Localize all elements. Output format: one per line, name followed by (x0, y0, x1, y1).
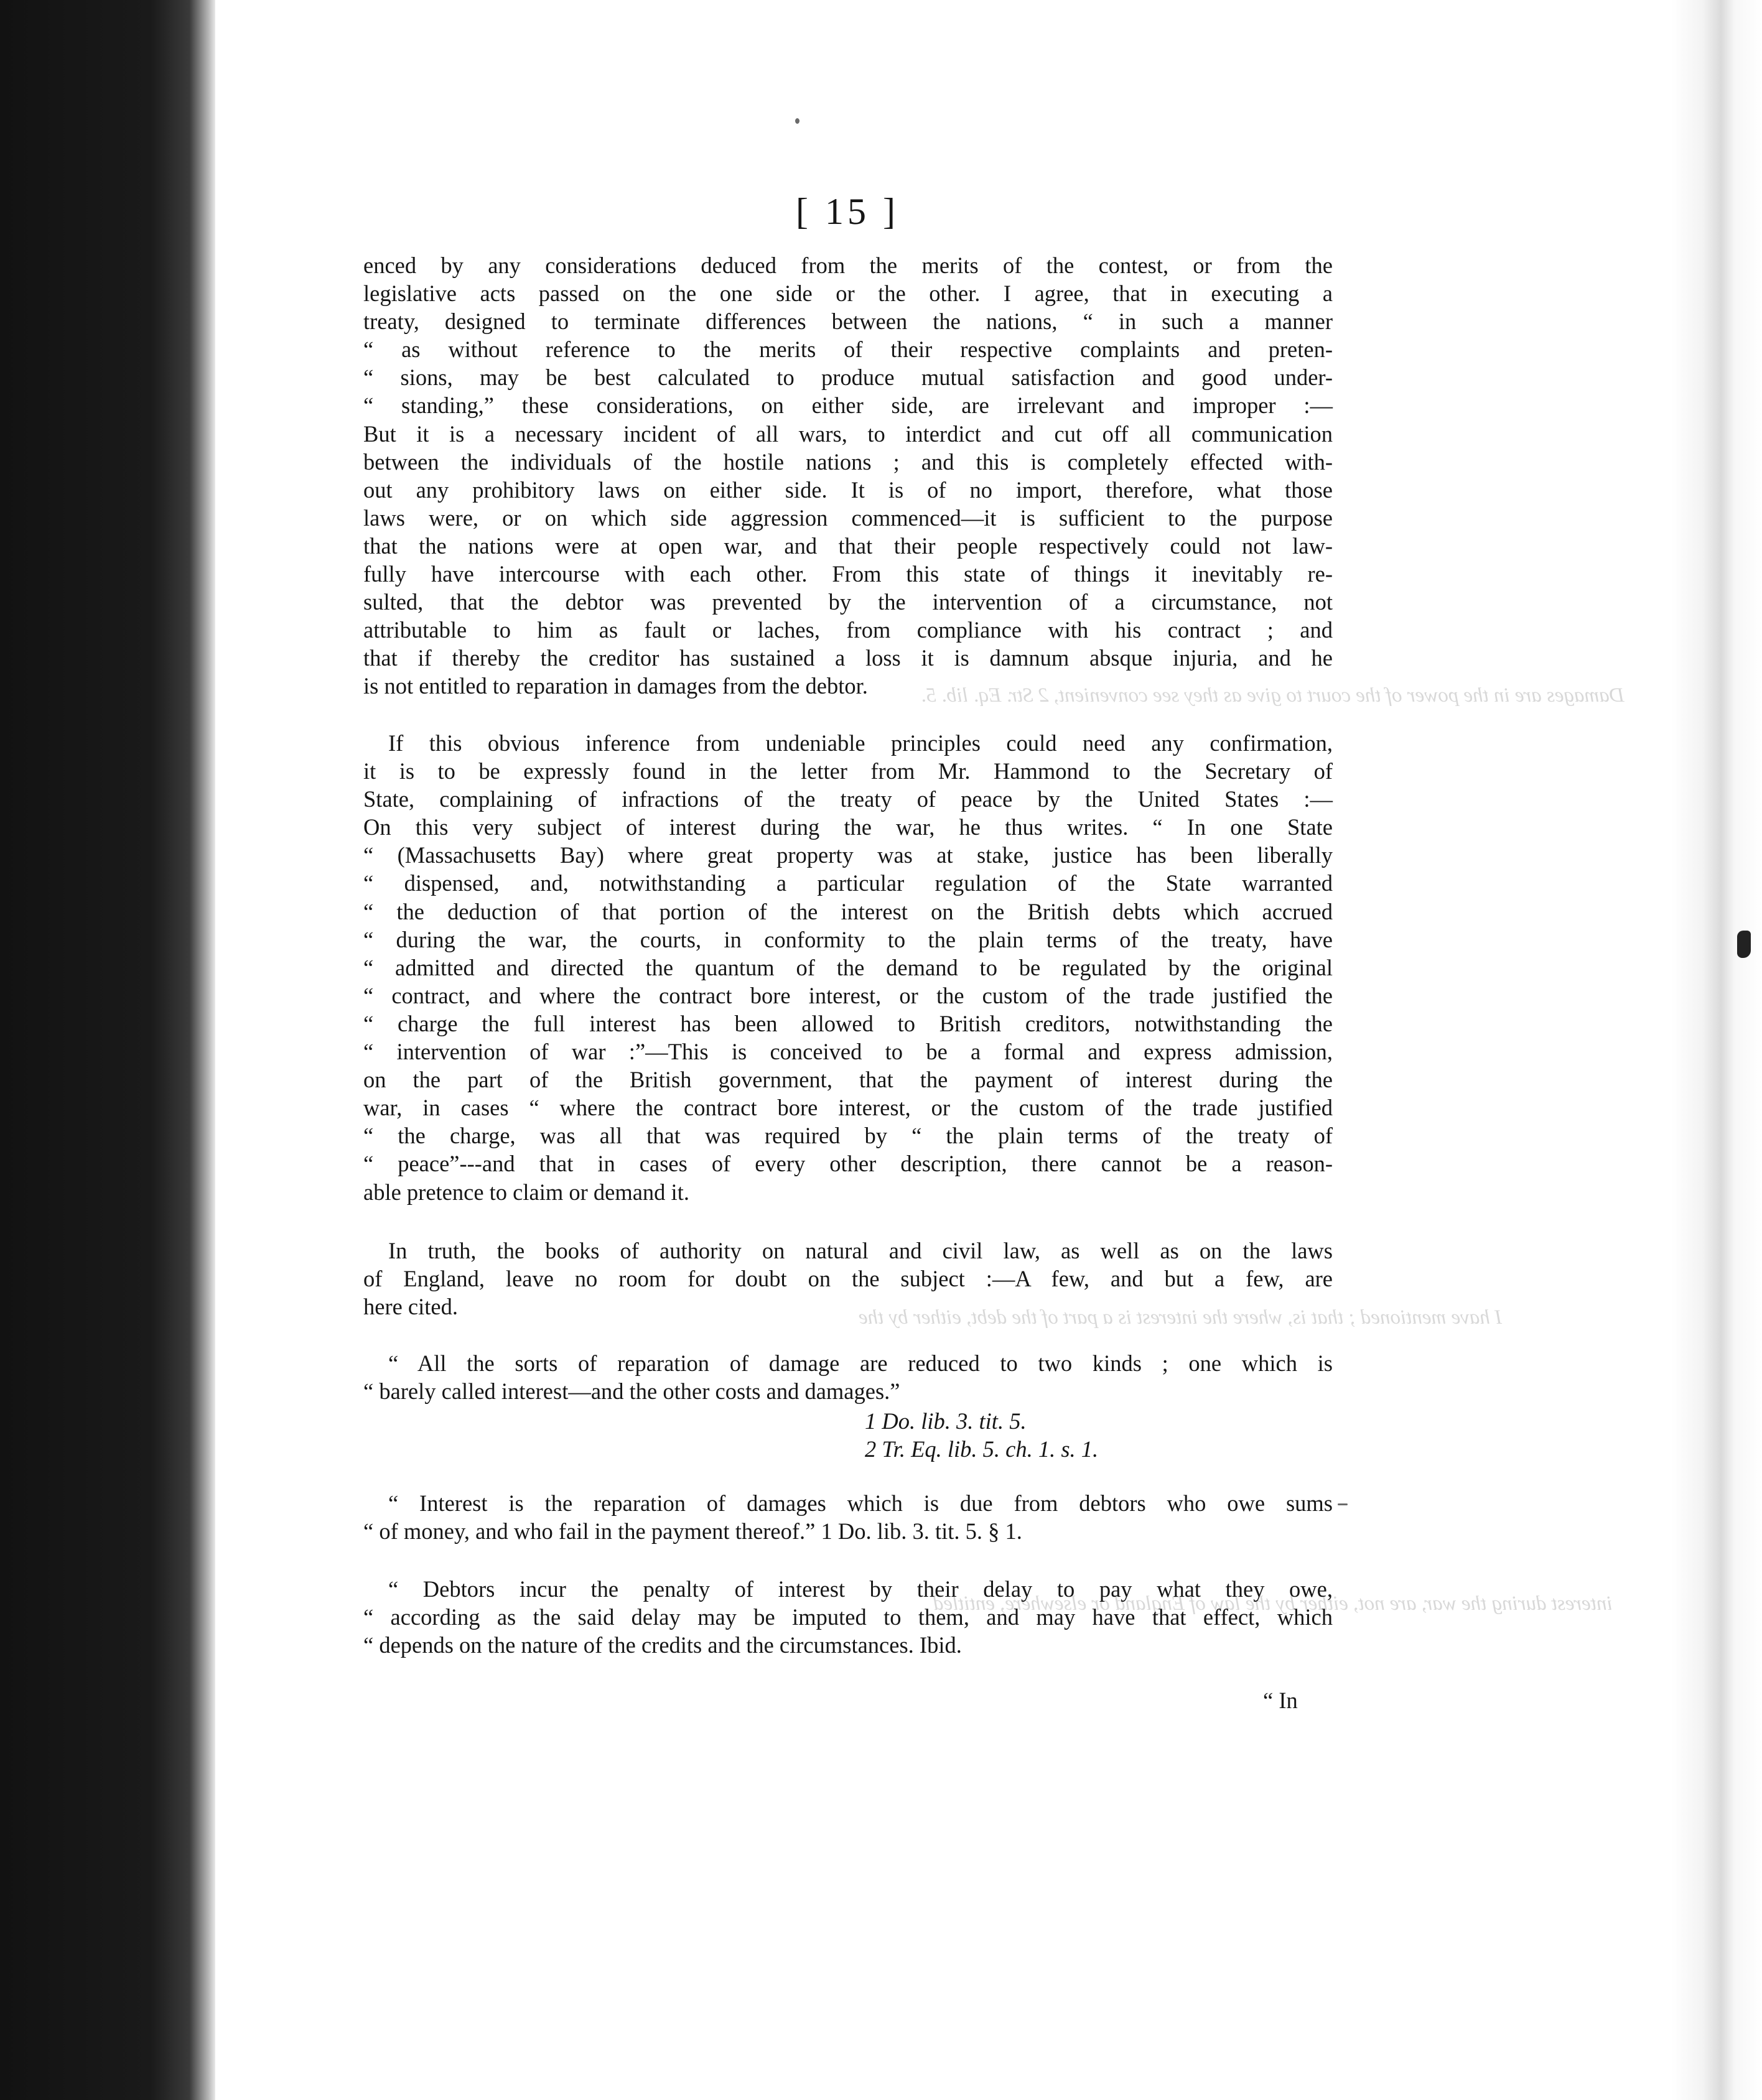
text-line: “ during the war, the courts, in conformity to the plain terms of the treaty, have (363, 926, 1333, 952)
text-line: here cited. (363, 1294, 458, 1320)
text-line: sulted, that the debtor was prevented by the intervention of a circumstance, not (363, 589, 1333, 615)
show-through-text: Damages are in the power of the court to give as they see convenient, 2 Str. Eq. lib. 5. (921, 684, 1624, 707)
text-line: “ All the sorts of reparation of damage are reduced to two kinds ; one which is (388, 1350, 1333, 1376)
text-line: treaty, designed to terminate differences between the nations, “ in such a manner (363, 309, 1333, 335)
text-line: is not entitled to reparation in damages from the debtor. (363, 673, 868, 699)
text-line: On this very subject of interest during the war, he thus writes. “ In one State (363, 814, 1333, 840)
ink-speck (1338, 1503, 1348, 1505)
text-line: of England, leave no room for doubt on the subject :—A few, and but a few, are (363, 1266, 1333, 1292)
text-line: out any prohibitory laws on either side. It is of no import, therefore, what those (363, 476, 1333, 503)
ink-speck (795, 118, 799, 124)
text-line: “ standing,” these considerations, on either side, are irrelevant and improper :— (363, 393, 1333, 419)
text-line: “ sions, may be best calculated to produce mutual satisfaction and good under- (363, 365, 1333, 391)
text-line: legislative acts passed on the one side or the other. I agree, that in executing a (363, 281, 1333, 307)
text-line: But it is a necessary incident of all wars, to interdict and cut off all communication (363, 420, 1333, 447)
text-line: State, complaining of infractions of the treaty of peace by the United States :— (363, 786, 1333, 812)
text-line: it is to be expressly found in the letter from Mr. Hammond to the Secretary of (363, 758, 1333, 784)
text-line: “ according as the said delay may be imputed to them, and may have that effect, which (363, 1604, 1333, 1630)
text-line: “ of money, and who fail in the payment thereof.” 1 Do. lib. 3. tit. 5. § 1. (363, 1518, 1022, 1545)
show-through-text: I have mentioned ; that is, where the interest is a part of the debt, either by the (859, 1306, 1503, 1329)
paragraph (363, 729, 1333, 1206)
text-line: “ Debtors incur the penalty of interest by their delay to pay what they owe, (388, 1576, 1333, 1602)
text-line: “ dispensed, and, notwithstanding a particular regulation of the State warranted (363, 870, 1333, 896)
text-line: war, in cases “ where the contract bore interest, or the custom of the trade justified (363, 1095, 1333, 1121)
text-line: “ barely called interest—and the other costs and damages.” (363, 1378, 900, 1405)
text-line: “ intervention of war :”—This is conceived to be a formal and express admission, (363, 1039, 1333, 1065)
text-line: “ the deduction of that portion of the interest on the British debts which accrued (363, 898, 1333, 924)
text-line: “ Interest is the reparation of damages which is due from debtors who owe sums (388, 1490, 1333, 1516)
paragraph (363, 1237, 1333, 1321)
text-line: “ as without reference to the merits of their respective complaints and preten- (363, 337, 1333, 363)
text-line: “ charge the full interest has been allowed to British creditors, notwithstanding the (363, 1010, 1333, 1036)
text-line: enced by any considerations deduced from the merits of the contest, or from the (363, 253, 1333, 278)
text-line: that if thereby the creditor has sustained a loss it is damnum absque injuria, and he (363, 645, 1333, 671)
text-line: “ contract, and where the contract bore interest, or the custom of the trade justified the (363, 982, 1333, 1008)
catchword: “ In (1263, 1688, 1298, 1713)
text-line: attributable to him as fault or laches, from compliance with his contract ; and (363, 617, 1333, 643)
quotation (363, 1349, 1333, 1405)
scan-left-margin (0, 0, 215, 2100)
text-line: “ (Massachusetts Bay) where great property was at stake, justice has been liberally (363, 842, 1333, 868)
text-line: laws were, or on which side aggression commenced—it is sufficient to the purpose (363, 504, 1333, 531)
text-line: “ admitted and directed the quantum of the demand to be regulated by the original (363, 954, 1333, 980)
text-line: on the part of the British government, that the payment of interest during the (363, 1067, 1333, 1093)
show-through-text: interest during the war, are not, either by the law of England or elsewhere, entitled (933, 1592, 1613, 1615)
quotation (363, 1575, 1333, 1659)
text-line: In truth, the books of authority on natural and civil law, as well as on the laws (388, 1238, 1333, 1263)
scan-page-edge (1671, 0, 1762, 2100)
text-line: If this obvious inference from undeniable principles could need any confirmation, (388, 730, 1333, 756)
text-line: “ depends on the nature of the credits and the circumstances. Ibid. (363, 1632, 962, 1658)
text-line: “ peace”---and that in cases of every other description, there cannot be a reason- (363, 1151, 1333, 1177)
page-number: [ 15 ] (796, 191, 899, 232)
text-line: that the nations were at open war, and that their people respectively could not law- (363, 532, 1333, 559)
text-line: “ the charge, was all that was required by “ the plain terms of the treaty of (363, 1123, 1333, 1149)
ink-blot (1737, 931, 1751, 958)
quotation (363, 1489, 1333, 1545)
citation: 1 Do. lib. 3. tit. 5. (865, 1408, 1027, 1434)
text-line: fully have intercourse with each other. From this state of things it inevitably re- (363, 561, 1333, 587)
text-line: able pretence to claim or demand it. (363, 1179, 689, 1205)
text-line: between the individuals of the hostile nations ; and this is completely effected with- (363, 448, 1333, 475)
paragraph (363, 251, 1333, 700)
citation: 2 Tr. Eq. lib. 5. ch. 1. s. 1. (865, 1436, 1099, 1462)
